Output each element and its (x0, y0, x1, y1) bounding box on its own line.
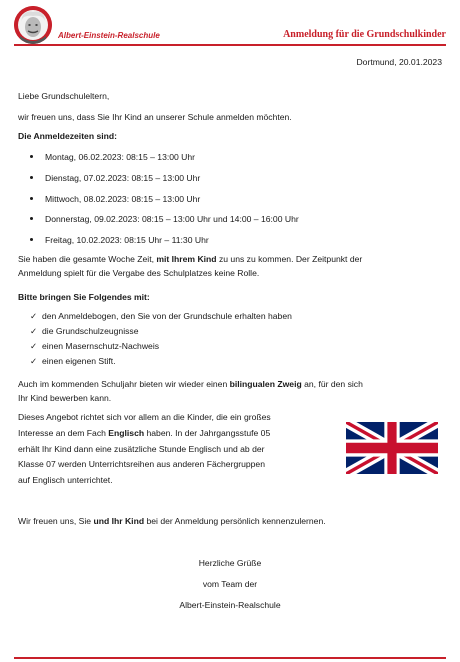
list-item: Dienstag, 07.02.2023: 08:15 – 13:00 Uhr (30, 173, 200, 184)
bullet-icon (30, 176, 33, 179)
offer-line-1: Dieses Angebot richtet sich vor allem an die Kinder, die ein großes (18, 412, 271, 422)
list-item: ✓ einen eigenen Stift. (30, 356, 116, 366)
document-title: Anmeldung für die Grundschulkinder (283, 29, 446, 40)
list-item: Freitag, 10.02.2023: 08:15 Uhr – 11:30 Uhr (30, 235, 209, 246)
list-item: ✓ einen Masernschutz-Nachweis (30, 341, 160, 351)
times-heading: Die Anmeldezeiten sind: (18, 131, 118, 141)
footer-divider (14, 657, 446, 659)
list-item: Montag, 06.02.2023: 08:15 – 13:00 Uhr (30, 152, 195, 163)
closing-greeting: Herzliche Grüße (198, 558, 262, 568)
school-name: Albert-Einstein-Realschule (58, 31, 160, 40)
bilingual-paragraph-line-1: Auch im kommenden Schuljahr bieten wir wieder einen bilingualen Zweig an, für den sich (18, 379, 363, 389)
header-divider (14, 44, 446, 46)
list-item: Donnerstag, 09.02.2023: 08:15 – 13:00 Uhr und 14:00 – 16:00 Uhr (30, 214, 299, 225)
closing-school: Albert-Einstein-Realschule (179, 600, 281, 610)
bring-heading: Bitte bringen Sie Folgendes mit: (18, 292, 150, 302)
salutation: Liebe Grundschuleltern, (18, 91, 110, 101)
checkmark-icon: ✓ (30, 311, 38, 321)
offer-line-3: erhält Ihr Kind dann eine zusätzliche Stunde Englisch und ab der (18, 444, 265, 454)
bullet-icon (30, 217, 33, 220)
week-paragraph-line-1: Sie haben die gesamte Woche Zeit, mit Ihrem Kind zu uns zu kommen. Der Zeitpunkt der (18, 254, 363, 264)
letterhead (0, 0, 460, 50)
offer-line-5: auf Englisch unterrichtet. (18, 475, 113, 485)
offer-line-2: Interesse an dem Fach Englisch haben. In der Jahrgangsstufe 05 (18, 428, 271, 438)
uk-flag-image (346, 422, 438, 474)
offer-line-4: Klasse 07 werden Unterrichtsreihen aus anderen Fächergruppen (18, 459, 265, 469)
closing-team: vom Team der (202, 579, 258, 589)
list-item: ✓ den Anmeldebogen, den Sie von der Grundschule erhalten haben (30, 311, 292, 321)
checkmark-icon: ✓ (30, 326, 38, 336)
date-line: Dortmund, 20.01.2023 (356, 57, 442, 67)
bullet-icon (30, 155, 33, 158)
list-item: ✓ die Grundschulzeugnisse (30, 326, 139, 336)
meet-paragraph: Wir freuen uns, Sie und Ihr Kind bei der Anmeldung persönlich kennenzulernen. (18, 516, 326, 526)
bullet-icon (30, 238, 33, 241)
bullet-icon (30, 197, 33, 200)
week-paragraph-line-2: Anmeldung spielt für die Vergabe des Schulplatzes keine Rolle. (18, 268, 260, 278)
list-item: Mittwoch, 08.02.2023: 08:15 – 13:00 Uhr (30, 194, 200, 205)
checkmark-icon: ✓ (30, 341, 38, 351)
checkmark-icon: ✓ (30, 356, 38, 366)
intro-text: wir freuen uns, dass Sie Ihr Kind an unserer Schule anmelden möchten. (18, 112, 292, 122)
school-logo (14, 6, 52, 44)
bilingual-paragraph-line-2: Ihr Kind bewerben kann. (18, 393, 112, 403)
